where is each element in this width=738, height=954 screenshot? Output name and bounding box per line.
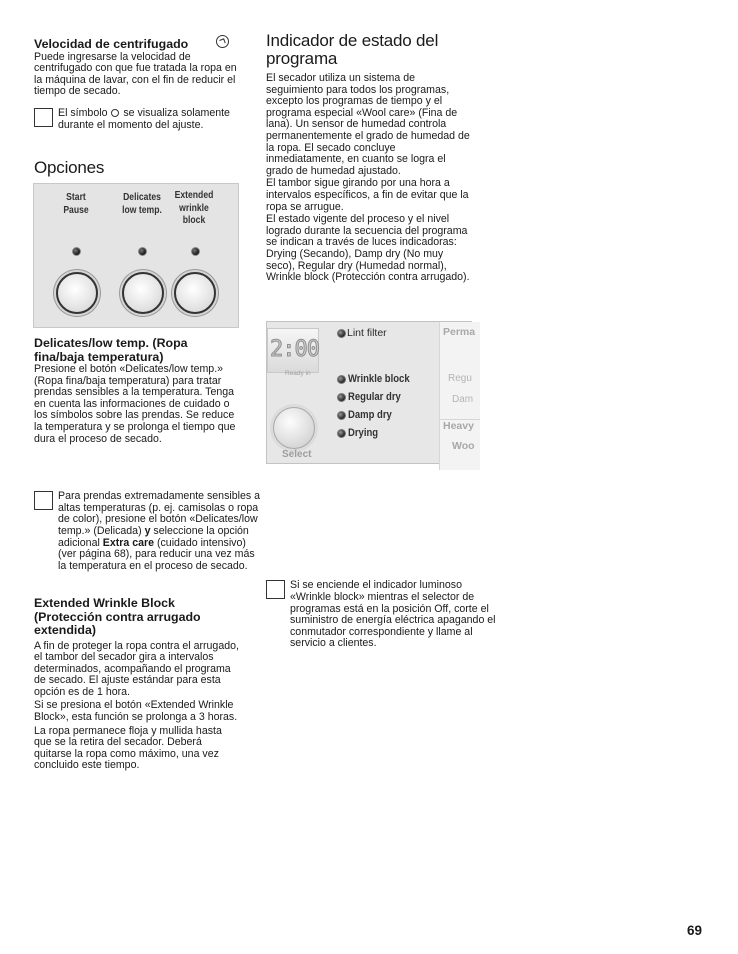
- delicates-note: [34, 491, 264, 572]
- wrinkle-body-1: A fin de proteger la ropa contra el arrugado, el tambor del secador gira a intervalos determinados, acompañando el programa de secado. El ajuste estándar para esta opción es de 1 hora.: [34, 639, 239, 698]
- delicates-heading: Delicates/low temp. (Ropa fina/baja temperatura): [34, 336, 188, 364]
- status-heading: Indicador de estado del programa: [266, 31, 439, 68]
- extended-wrinkle-led: [191, 247, 200, 256]
- side-label-perma: Perma: [443, 326, 476, 338]
- lint-filter-led: [337, 329, 346, 338]
- drying-led: [337, 429, 346, 438]
- start-pause-led: [72, 247, 81, 256]
- wrinkle-block-led: [337, 375, 346, 384]
- lint-filter-label: Lint filter: [347, 327, 387, 339]
- status-note: [266, 580, 498, 650]
- status-body-3: El estado vigente del proceso y el nivel logrado durante la secuencia del programa se indican a través de luces indicadoras: Drying (Secando), Damp dry (No muy seco), Regular dry (Humedad normal), Wrinkle block (Protección contra arrugado).: [266, 213, 470, 284]
- note-icon: [266, 580, 285, 599]
- damp-dry-label: Damp dry: [348, 409, 392, 421]
- side-label-dam: Dam: [452, 394, 474, 405]
- delicates-label: Delicates low temp.: [122, 191, 162, 216]
- note-icon: [34, 108, 53, 127]
- wrinkle-block-label: Wrinkle block: [348, 373, 410, 385]
- select-knob[interactable]: [273, 407, 315, 449]
- status-body-2: El tambor sigue girando por una hora a intervalos específicos, a fin de evitar que la ropa se arrugue.: [266, 177, 469, 213]
- options-heading: Opciones: [34, 158, 105, 177]
- start-pause-label: Start Pause: [63, 191, 89, 216]
- extended-wrinkle-button[interactable]: [174, 272, 216, 314]
- spin-speed-small-icon: [111, 109, 119, 117]
- regular-dry-label: Regular dry: [348, 391, 401, 403]
- status-note-text: Si se enciende el indicador luminoso «Wrinkle block» mientras el selector de programas está en la posición Off, corte el suministro de energía eléctrica apagando el conmutador correspondiente y llame al servicio a clientes.: [290, 579, 496, 650]
- damp-dry-led: [337, 411, 346, 420]
- program-strip-top: [439, 322, 480, 422]
- start-pause-button[interactable]: [56, 272, 98, 314]
- select-label: Select: [282, 449, 312, 460]
- options-control-panel: [33, 183, 239, 328]
- delicates-body: Presione el botón «Delicates/low temp.» (Ropa fina/baja temperatura) para tratar prendas sensibles a la temperatura. Tenga en cuenta las informaciones de cuidado o los símbolos sobre las prendas. Se reduce la temperatura y se prolonga el tiempo que dura el proceso de secado.: [34, 363, 236, 445]
- program-strip-bottom: [439, 419, 480, 470]
- status-display-panel: [266, 321, 476, 464]
- delicates-note-text: Para prendas extremadamente sensibles a altas temperaturas (p. ej. camisolas o ropa de color), presione el botón «Delicates/low temp.» (Delicada) y seleccione la opción adicional Extra care (cuidado intensivo) (ver página 68), para reducir una vez más la temperatura en el proceso de secado.: [58, 490, 260, 572]
- wrinkle-body-2: Si se presiona el botón «Extended Wrinkle Block», esta función se prolonga a 3 horas.: [34, 699, 238, 724]
- status-body-1: El secador utiliza un sistema de seguimiento para todos los programas, excepto los programas de tiempo y el programa especial «Wool care» (Fina de lana). Un sensor de humedad controla permanentemente el grado de humedad de la ropa. El secado concluye inmediatamente, en cuanto se logra el grado de humedad ajustado.: [266, 72, 470, 177]
- wrinkle-section: [34, 597, 240, 772]
- side-label-regu: Regu: [448, 373, 472, 384]
- spin-speed-section: [34, 38, 240, 98]
- delicates-section: [34, 337, 240, 445]
- extended-wrinkle-label: Extended wrinkle block: [174, 189, 214, 226]
- spin-speed-note: [34, 108, 264, 131]
- delicates-button[interactable]: [122, 272, 164, 314]
- drying-label: Drying: [348, 427, 379, 439]
- side-label-woo: Woo: [452, 440, 475, 452]
- wrinkle-body-3: La ropa permanece floja y mullida hasta que se la retira del secador. Deberá quitarse la ropa como máximo, una vez concluido este tiempo.: [34, 724, 222, 772]
- wrinkle-heading: Extended Wrinkle Block (Protección contra arrugado extendida): [34, 596, 201, 637]
- spin-speed-icon: [216, 35, 229, 48]
- delicates-led: [138, 247, 147, 256]
- page-number: 69: [687, 923, 703, 938]
- regular-dry-led: [337, 393, 346, 402]
- time-display: [267, 328, 319, 373]
- spin-speed-heading: Velocidad de centrifugado: [34, 37, 189, 51]
- spin-speed-note-text: El símbolo se visualiza solamente durante el momento del ajuste.: [58, 107, 230, 131]
- time-digits: 2:00: [270, 337, 319, 362]
- ready-in-label: Ready in: [285, 370, 311, 377]
- spin-speed-body: Puede ingresarse la velocidad de centrifugado con que fue tratada la ropa en la máquina de lavar, con el fin de reducir el tiempo de secado.: [34, 50, 237, 98]
- note-icon: [34, 491, 53, 510]
- side-label-heavy: Heavy: [443, 420, 474, 432]
- status-section: [266, 32, 474, 284]
